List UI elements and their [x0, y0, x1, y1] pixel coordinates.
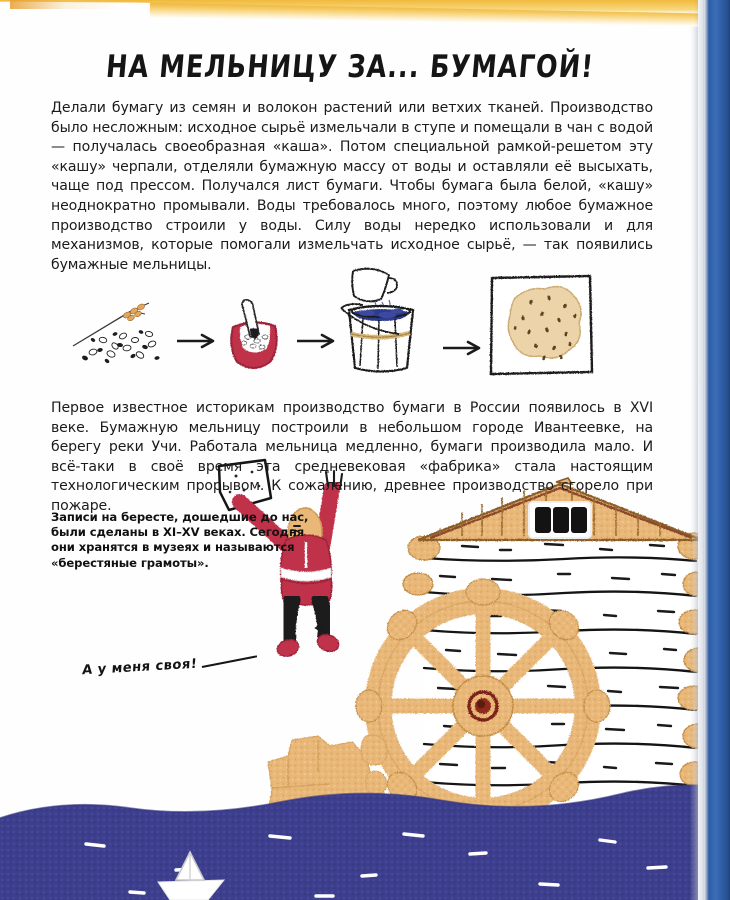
arrow-right-icon: [297, 335, 333, 347]
body-paragraph-1: Делали бумагу из семян и волокон растений или ветхих тканей. Производство было несложным: исходное сырьё измельчали в ступе и помещали в чан с водой — получалась своеобразная «каша». Потом специальной рамкой-решетом эту «кашу» черпали, отделяли бумажную массу от воды и оставляли её высыхать, чаще под прессом. Получался лист бумаги. Чтобы бумага была белой, «кашу» неоднократно промывали. Воды требовалось много, поэтому любое бумажное производство строили у воды. Силу воды нередко использовали и для механизмов, которые помогали измельчать исходное сырьё, — так появились бумажные мельницы.: [51, 100, 653, 273]
paper-frame-sieve-icon: [491, 276, 592, 374]
body-paragraph-2: Первое известное историкам производство бумаги в России появилось в XVI веке. Бумажную мельницу построили в небольшом городе Ивантеевке, на берегу реки Учи. Работала мельница медленно, бумаги производила мало. И всё-таки в своё время эта средневековая «фабрика» стала настоящим технологическим прорывом. К сожалению, древнее производство сгорело при пожаре.: [51, 400, 653, 514]
speech-bubble-label: А у меня своя!: [81, 656, 198, 679]
sidenote-birchbark: Записи на бересте, дошедшие до нас, были сделаны в XI–XV веках. Сегодня они хранятся в музеях и называются «берестяные грамоты».: [51, 510, 309, 570]
page-title: НА МЕЛЬНИЦУ ЗА... БУМАГОЙ!: [104, 48, 596, 86]
papermaking-process-illustration: [45, 262, 605, 384]
binding-shadow: [694, 0, 704, 900]
arrow-right-icon: [177, 335, 213, 347]
process-strip-svg: [45, 262, 605, 384]
arrow-right-icon: [443, 342, 479, 354]
mortar-and-pestle-icon: [231, 300, 276, 368]
seeds-and-fibers-icon: [73, 303, 160, 364]
page-top-edge-smudge: [10, 0, 120, 9]
vat-with-water-and-cup-icon: [341, 269, 413, 372]
